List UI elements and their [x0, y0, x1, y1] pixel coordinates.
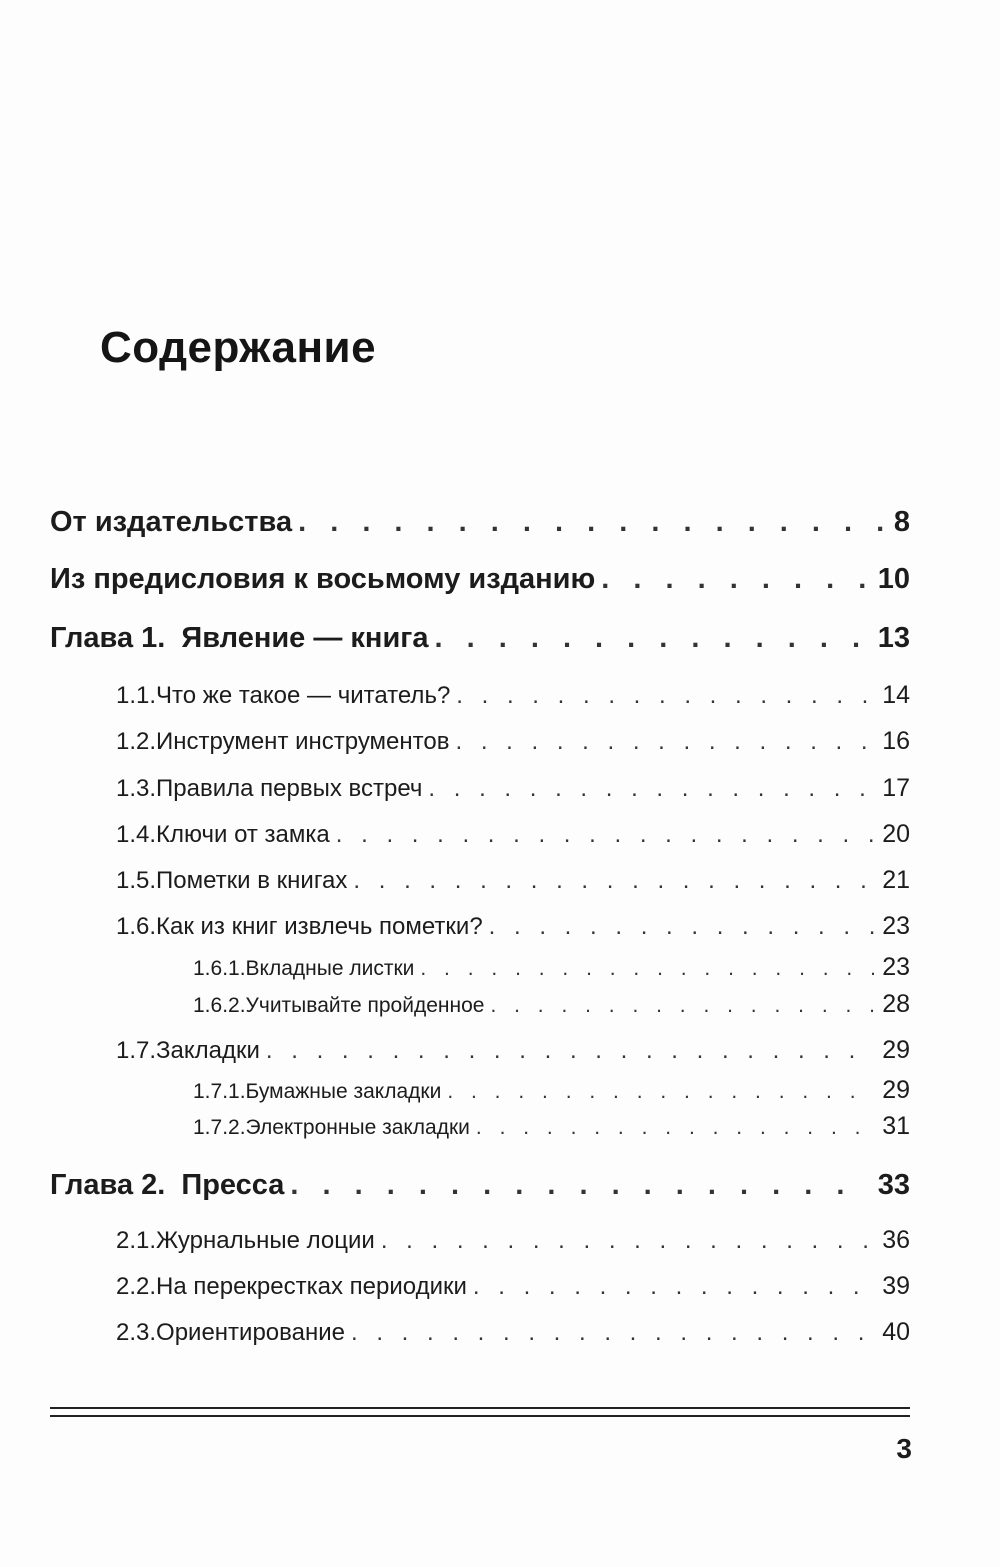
toc-entry-page: 29	[882, 1036, 910, 1064]
toc-entry-label: На перекрестках периодики	[156, 1273, 467, 1300]
toc-entry-number: 1.6.	[116, 913, 157, 940]
toc-entry-preface[interactable]	[50, 563, 910, 596]
dot-leader	[353, 867, 874, 895]
toc-entry-page: 20	[882, 820, 910, 848]
toc-entry-number: 1.1.	[116, 682, 157, 709]
toc-entry-page: 23	[882, 912, 910, 940]
toc-entry-label: Правила первых встреч	[156, 775, 423, 802]
toc-entry-label: Закладки	[156, 1037, 260, 1064]
toc-entry-number: 1.2.	[116, 728, 157, 755]
toc-entry-1-6-1[interactable]	[193, 953, 910, 982]
toc-entry-page: 29	[882, 1076, 910, 1104]
toc-entry-1-3[interactable]	[116, 774, 910, 803]
toc-entry-label: От издательства	[50, 506, 293, 538]
dot-leader	[490, 994, 874, 1018]
toc-entry-1-6[interactable]	[116, 912, 910, 941]
dot-leader	[447, 1080, 874, 1104]
dot-leader	[601, 563, 869, 596]
toc-entry-label: Ключи от замка	[156, 821, 330, 848]
dot-leader	[489, 913, 875, 941]
toc-entry-page: 33	[877, 1169, 910, 1201]
dot-leader	[455, 728, 874, 756]
toc-entry-page: 39	[882, 1272, 910, 1300]
toc-entry-number: 1.7.	[116, 1037, 157, 1064]
toc-entry-page: 17	[882, 774, 910, 802]
toc-entry-number: 1.5.	[116, 867, 157, 894]
dot-leader	[336, 821, 874, 849]
toc-entry-label: Как из книг извлечь пометки?	[156, 913, 483, 940]
toc-entry-label: Явление — книга	[181, 622, 429, 654]
toc-entry-page: 23	[882, 953, 910, 981]
toc-entry-page: 28	[882, 990, 910, 1018]
toc-entry-1-1[interactable]	[116, 681, 910, 710]
toc-entry-page: 13	[877, 622, 910, 654]
dot-leader	[298, 506, 886, 539]
page-title: Содержание	[100, 323, 377, 372]
toc-entry-page: 10	[877, 563, 910, 595]
footer-rule-top	[50, 1407, 910, 1409]
toc-entry-1-7[interactable]	[116, 1036, 910, 1065]
dot-leader	[456, 682, 874, 710]
dot-leader	[266, 1037, 874, 1065]
dot-leader	[381, 1227, 874, 1255]
toc-entry-number: 1.6.2.	[193, 994, 246, 1017]
toc-entry-label: Бумажные закладки	[245, 1080, 442, 1103]
toc-entry-2-1[interactable]	[116, 1226, 910, 1255]
toc-entry-label: Учитывайте пройденное	[245, 994, 485, 1017]
toc-entry-1-5[interactable]	[116, 866, 910, 895]
toc-entry-page: 16	[882, 727, 910, 755]
toc-entry-number: Глава 2.	[50, 1169, 166, 1201]
dot-leader	[476, 1116, 874, 1140]
toc-entry-number: 1.7.2.	[193, 1116, 246, 1139]
toc-entry-label: Что же такое — читатель?	[156, 682, 451, 709]
toc-entry-page: 14	[882, 681, 910, 709]
toc-entry-chapter-2[interactable]	[50, 1169, 910, 1202]
toc-entry-label: Вкладные листки	[245, 957, 415, 980]
toc-entry-number: 2.2.	[116, 1273, 157, 1300]
toc-entry-number: 1.6.1.	[193, 957, 246, 980]
toc-entry-number: 1.3.	[116, 775, 157, 802]
toc-entry-1-7-2[interactable]	[193, 1112, 910, 1141]
dot-leader	[428, 775, 874, 803]
toc-entry-number: 2.3.	[116, 1319, 157, 1346]
toc-entry-2-2[interactable]	[116, 1272, 910, 1301]
toc-entry-label: Из предисловия к восьмому изданию	[50, 563, 596, 595]
toc-entry-1-7-1[interactable]	[193, 1076, 910, 1105]
toc-entry-chapter-1[interactable]	[50, 622, 910, 655]
toc-entry-1-4[interactable]	[116, 820, 910, 849]
toc-entry-page: 36	[882, 1226, 910, 1254]
toc-entry-label: Инструмент инструментов	[156, 728, 450, 755]
toc-entry-page: 40	[882, 1318, 910, 1346]
toc-entry-label: Пресса	[181, 1169, 285, 1201]
footer-rule-bottom	[50, 1415, 910, 1417]
dot-leader	[351, 1319, 874, 1347]
toc-entry-1-6-2[interactable]	[193, 990, 910, 1019]
dot-leader	[290, 1169, 869, 1202]
toc-entry-number: Глава 1.	[50, 622, 166, 654]
toc-entry-page: 31	[882, 1112, 910, 1140]
dot-leader	[434, 622, 869, 655]
toc-entry-page: 21	[882, 866, 910, 894]
toc-entry-label: Ориентирование	[156, 1319, 345, 1346]
toc-entry-2-3[interactable]	[116, 1318, 910, 1347]
toc-entry-number: 2.1.	[116, 1227, 157, 1254]
page-number: 3	[896, 1433, 912, 1464]
toc-entry-foreword[interactable]	[50, 506, 910, 539]
toc-entry-number: 1.4.	[116, 821, 157, 848]
toc-entry-label: Пометки в книгах	[156, 867, 348, 894]
toc-entry-1-2[interactable]	[116, 727, 910, 756]
toc-entry-label: Журнальные лоции	[156, 1227, 375, 1254]
toc-entry-page: 8	[893, 506, 910, 538]
dot-leader	[473, 1273, 874, 1301]
toc-entry-number: 1.7.1.	[193, 1080, 246, 1103]
dot-leader	[420, 957, 874, 981]
toc-entry-label: Электронные закладки	[245, 1116, 470, 1139]
